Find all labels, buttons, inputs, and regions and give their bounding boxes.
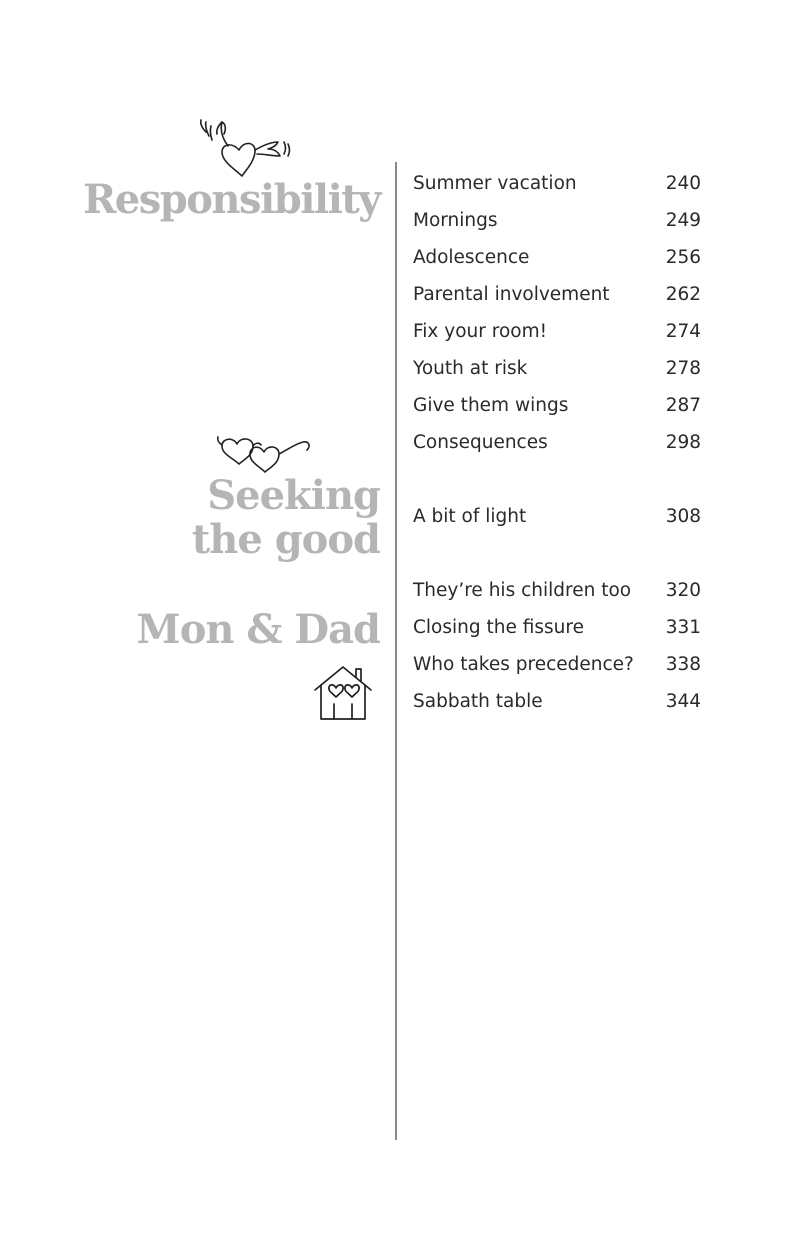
- toc-entry[interactable]: [413, 168, 701, 198]
- toc-entry-title: Summer vacation: [413, 172, 577, 194]
- toc-entry-title: They’re his children too: [413, 579, 632, 601]
- winged-heart-icon: [192, 116, 294, 182]
- toc-entry-page: 320: [665, 579, 701, 601]
- toc-entry[interactable]: [413, 279, 701, 309]
- toc-entry-page: 298: [665, 431, 701, 453]
- toc-entry-page: 331: [665, 616, 701, 638]
- toc-entry[interactable]: [413, 205, 701, 235]
- toc-entry-title: Parental involvement: [413, 283, 610, 305]
- toc-entry-page: 308: [665, 505, 701, 527]
- toc-entry[interactable]: [413, 427, 701, 457]
- section-title-responsibility: Responsibility: [83, 176, 380, 223]
- toc-entry-page: 249: [665, 209, 701, 231]
- toc-entry[interactable]: [413, 612, 701, 642]
- toc-entry[interactable]: [413, 501, 701, 531]
- section-title-seeking-the-good: [192, 474, 380, 562]
- toc-entry[interactable]: [413, 242, 701, 272]
- toc-entry-title: Mornings: [413, 209, 498, 231]
- toc-entry[interactable]: [413, 575, 701, 605]
- toc-entry-page: 240: [665, 172, 701, 194]
- toc-entry-title: Fix your room!: [413, 320, 548, 342]
- toc-entry[interactable]: [413, 353, 701, 383]
- toc-entry-page: 278: [665, 357, 701, 379]
- heart-glasses-icon: [215, 428, 315, 476]
- toc-entry-page: 287: [665, 394, 701, 416]
- vertical-divider: [395, 162, 397, 1140]
- toc-entry-title: Who takes precedence?: [413, 653, 634, 675]
- toc-entry-title: A bit of light: [413, 505, 527, 527]
- toc-entry-title: Closing the fissure: [413, 616, 584, 638]
- toc-entry-page: 274: [665, 320, 701, 342]
- section-title-mon-and-dad: Mon & Dad: [136, 606, 380, 653]
- toc-entry[interactable]: [413, 686, 701, 716]
- toc-entry-page: 344: [665, 690, 701, 712]
- house-hearts-icon: [312, 664, 374, 722]
- toc-entry-title: Youth at risk: [413, 357, 528, 379]
- toc-entry[interactable]: [413, 316, 701, 346]
- toc-entry-title: Sabbath table: [413, 690, 543, 712]
- toc-entry[interactable]: [413, 390, 701, 420]
- toc-entry[interactable]: [413, 649, 701, 679]
- toc-entry-title: Adolescence: [413, 246, 530, 268]
- toc-entry-page: 338: [665, 653, 701, 675]
- section-title-line-1: Seeking: [207, 472, 380, 519]
- section-title-line-2: the good: [191, 516, 380, 563]
- toc-entry-title: Consequences: [413, 431, 548, 453]
- toc-entry-title: Give them wings: [413, 394, 569, 416]
- toc-entry-page: 256: [665, 246, 701, 268]
- toc-entry-page: 262: [665, 283, 701, 305]
